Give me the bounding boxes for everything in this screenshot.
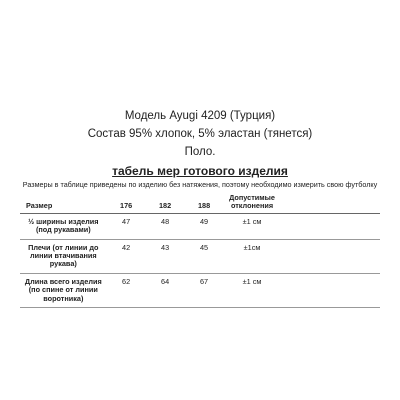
tolerance-cell: ±1см [243,242,261,252]
empty-cell [281,213,380,239]
product-type-text: Поло. [184,146,216,158]
row-label: Длина всего изделия (по спине от линии воротника) [24,276,102,303]
column-header: 182 [146,190,185,213]
size-table-title: табель мер готового изделия [112,164,288,178]
table-header-row [20,190,380,213]
column-spacer [281,190,380,213]
table-row [20,273,380,307]
tolerance-cell: ±1 см [242,216,262,226]
row-label: Плечи (от линии до линии втачивания рукава) [28,242,99,269]
empty-cell [281,273,380,307]
model-title: Модель Ayugi 4209 (Турция) [124,110,276,122]
column-header: Размер [20,190,107,213]
table-cell: 62 [122,276,131,286]
column-header: 188 [185,190,224,213]
table-cell: 64 [161,276,170,286]
row-label: ½ ширины изделия (под рукавами) [28,216,99,235]
table-cell: 43 [161,242,170,252]
tolerance-cell: ±1 см [242,276,262,286]
table-row [20,239,380,273]
size-note: Размеры в таблице приведены по изделию без натяжения, поэтому необходимо измерить свою футболку [22,180,378,189]
composition-text: Состав 95% хлопок, 5% эластан (тянется) [87,128,313,140]
table-cell: 47 [122,216,131,226]
column-header: 176 [107,190,146,213]
table-cell: 45 [199,242,209,252]
column-header: Допустимые отклонения [224,190,281,213]
table-cell: 48 [161,216,170,226]
size-table [20,190,380,308]
table-row [20,213,380,239]
table-cell: 49 [199,216,209,226]
empty-cell [281,239,380,273]
table-cell: 67 [199,276,209,286]
table-cell: 42 [122,242,131,252]
